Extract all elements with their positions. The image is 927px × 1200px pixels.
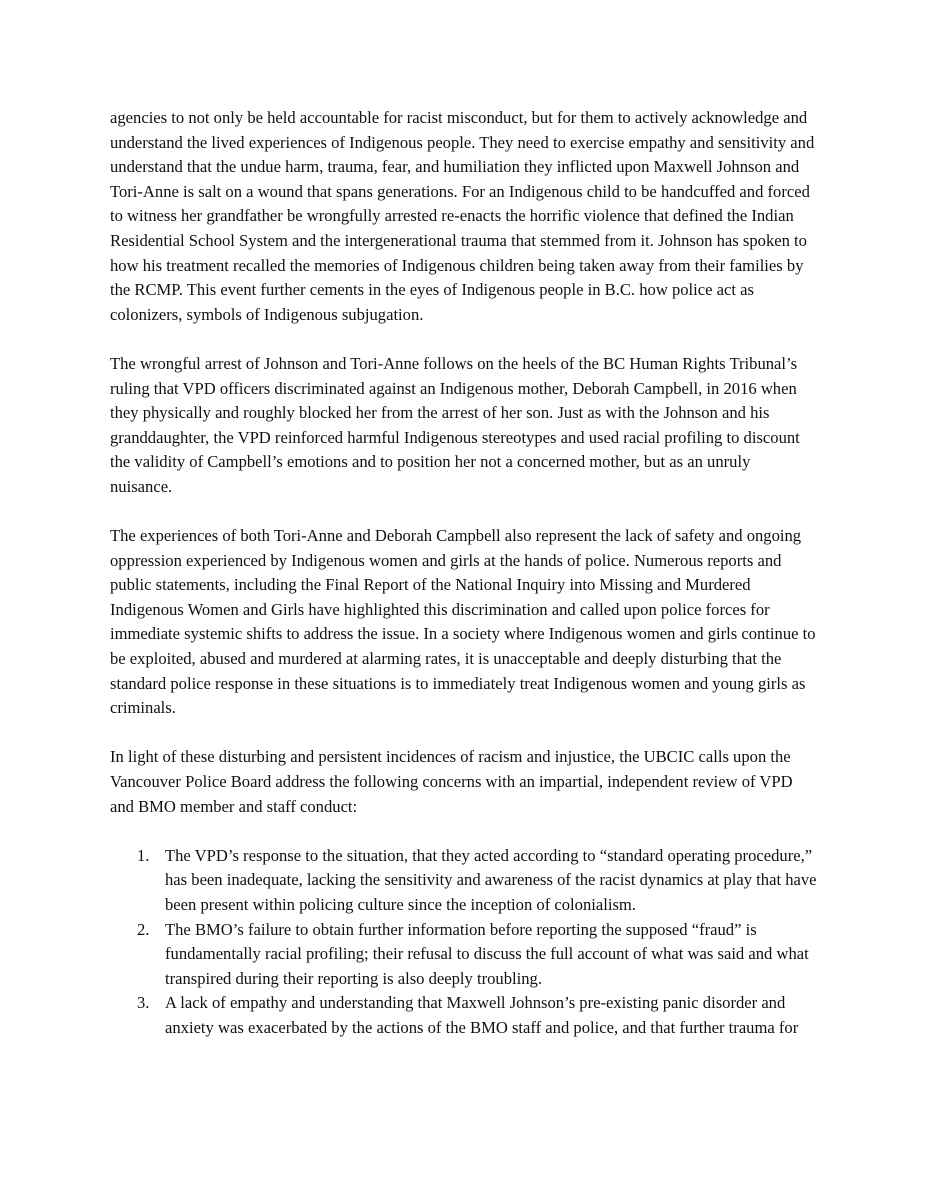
text-line: The wrongful arrest of Johnson and Tori-Anne follows on the heels of the BC Human Rights Tribunal’s — [110, 353, 798, 373]
text-line: Indigenous Women and Girls have highlighted this discrimination and called upon police forces for — [110, 599, 770, 619]
text-line: be exploited, abused and murdered at alarming rates, it is unacceptable and deeply disturbing that the — [110, 649, 782, 669]
list-item — [137, 844, 837, 918]
text-line: anxiety was exacerbated by the actions of the BMO staff and police, and that further trauma for — [165, 1017, 799, 1037]
list-item-text — [165, 844, 837, 918]
text-line: understand the lived experiences of Indigenous people. They need to exercise empathy and sensitivity and — [110, 132, 815, 152]
text-line: understand that the undue harm, trauma, fear, and humiliation they inflicted upon Maxwell Johnson and — [110, 157, 800, 177]
text-line: transpired during their reporting is also deeply troubling. — [165, 968, 542, 988]
text-line: The VPD’s response to the situation, that they acted according to “standard operating procedure,” — [165, 845, 813, 865]
concerns-list — [110, 844, 837, 1041]
list-number: 3. — [137, 993, 150, 1013]
text-line: Tori-Anne is salt on a wound that spans generations. For an Indigenous child to be handcuffed and forced — [110, 181, 810, 201]
text-line: ruling that VPD officers discriminated against an Indigenous mother, Deborah Campbell, in 2016 when — [110, 378, 797, 398]
text-line: and BMO member and staff conduct: — [110, 796, 358, 816]
text-line: how his treatment recalled the memories of Indigenous children being taken away from their families by — [110, 255, 804, 275]
text-line: the RCMP. This event further cements in the eyes of Indigenous people in B.C. how police act as — [110, 280, 754, 300]
text-line: The BMO’s failure to obtain further information before reporting the supposed “fraud” is — [165, 919, 757, 939]
text-line: criminals. — [110, 698, 176, 718]
text-line: to witness her grandfather be wrongfully arrested re-enacts the horrific violence that defined the Indian — [110, 206, 794, 226]
list-number: 1. — [137, 845, 150, 865]
text-line: The experiences of both Tori-Anne and Deborah Campbell also represent the lack of safety and ongoing — [110, 526, 802, 546]
text-line: A lack of empathy and understanding that Maxwell Johnson’s pre-existing panic disorder and — [165, 993, 786, 1013]
text-line: agencies to not only be held accountable for racist misconduct, but for them to actively acknowledge and — [110, 108, 808, 127]
text-line: they physically and roughly blocked her from the arrest of her son. Just as with the Johnson and his — [110, 403, 770, 423]
text-line: granddaughter, the VPD reinforced harmful Indigenous stereotypes and used racial profiling to discount — [110, 427, 800, 447]
text-line: has been inadequate, lacking the sensitivity and awareness of the racist dynamics at play that have — [165, 870, 817, 890]
list-number: 2. — [137, 919, 150, 939]
text-line: nuisance. — [110, 476, 173, 496]
paragraph-wrongful-arrest — [110, 352, 837, 500]
list-item-text — [165, 918, 837, 992]
text-line: oppression experienced by Indigenous women and girls at the hands of police. Numerous reports and — [110, 550, 782, 570]
paragraph-ubcic-calls — [110, 745, 837, 819]
text-line: In light of these disturbing and persistent incidences of racism and injustice, the UBCIC calls upon the — [110, 747, 791, 767]
text-line: been present within policing culture since the inception of colonialism. — [165, 895, 636, 914]
list-item — [137, 918, 837, 992]
text-line: the validity of Campbell’s emotions and to position her not a concerned mother, but as an unruly — [110, 452, 751, 472]
text-line: Vancouver Police Board address the following concerns with an impartial, independent review of VPD — [110, 772, 793, 792]
text-line: fundamentally racial profiling; their refusal to discuss the full account of what was said and what — [165, 944, 809, 964]
text-line: Residential School System and the intergenerational trauma that stemmed from it. Johnson has spoken to — [110, 230, 807, 250]
list-item — [137, 991, 837, 1040]
text-line: public statements, including the Final Report of the National Inquiry into Missing and Murdered — [110, 575, 751, 595]
paragraph-accountability — [110, 106, 837, 327]
text-line: standard police response in these situations is to immediately treat Indigenous women and young girls as — [110, 673, 806, 693]
text-line: immediate systemic shifts to address the issue. In a society where Indigenous women and girls continue to — [110, 624, 816, 644]
list-item-text — [165, 991, 837, 1040]
paragraph-lack-of-safety — [110, 524, 837, 721]
text-line: colonizers, symbols of Indigenous subjugation. — [110, 304, 424, 324]
